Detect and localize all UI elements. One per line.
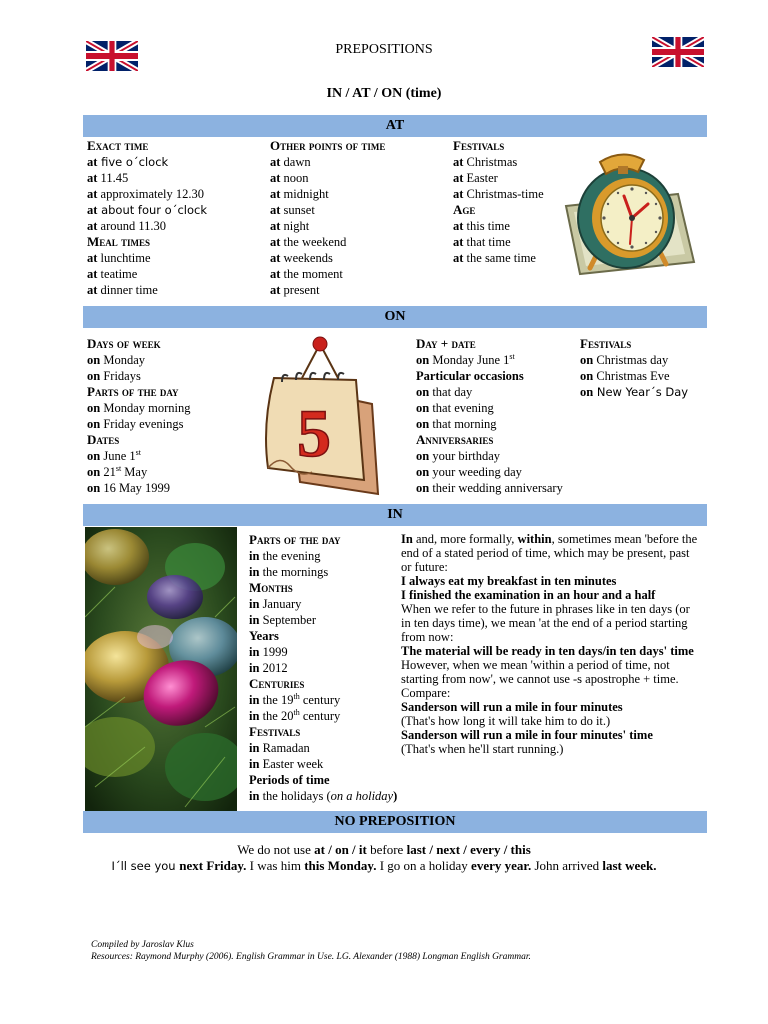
at-column-1	[87, 138, 207, 298]
preposition: at	[453, 219, 464, 233]
paragraph-line: I finished the examination in an hour and a half	[401, 588, 656, 602]
paragraph-line: I always eat my breakfast in ten minutes	[401, 574, 617, 588]
preposition: at	[453, 235, 464, 249]
preposition: in	[249, 693, 260, 707]
on-section-header: ON	[83, 306, 707, 328]
preposition: at	[87, 267, 98, 281]
list-item: in January	[249, 597, 302, 611]
list-item: on Fridays	[87, 369, 141, 383]
category-heading: Anniversaries	[416, 432, 494, 447]
list-item: at lunchtime	[87, 251, 151, 265]
category-heading: Centuries	[249, 676, 305, 691]
preposition: at	[270, 219, 281, 233]
list-item: at noon	[270, 171, 309, 185]
list-item: at the moment	[270, 267, 343, 281]
category-heading: Festivals	[249, 724, 301, 739]
at-section-header: AT	[83, 115, 707, 137]
page-subtitle: IN / AT / ON (time)	[326, 86, 442, 101]
list-item: at night	[270, 219, 310, 233]
preposition: at	[87, 155, 98, 169]
category-heading: Days of week	[87, 336, 161, 351]
category-heading: Years	[249, 629, 279, 643]
list-item: on Monday	[87, 353, 145, 367]
preposition: in	[249, 597, 260, 611]
easter-eggs-photo	[85, 527, 237, 813]
list-item: in the 19th century	[249, 692, 341, 707]
list-item: on that morning	[416, 417, 497, 431]
preposition: in	[249, 709, 260, 723]
list-item: in the holidays (on a holiday)	[249, 789, 398, 803]
on-column-3	[580, 336, 688, 400]
preposition: at	[270, 155, 281, 169]
preposition: on	[87, 481, 101, 495]
paragraph-line: or future:	[401, 560, 448, 574]
preposition: at	[270, 251, 281, 265]
in-column-1	[249, 532, 397, 804]
list-item: in 1999	[249, 645, 288, 659]
list-item: at the weekend	[270, 235, 347, 249]
list-item: at sunset	[270, 203, 315, 217]
list-item: in 2012	[249, 661, 288, 675]
paragraph-line: Sanderson will run a mile in four minutes' time	[401, 728, 653, 742]
preposition: on	[416, 481, 430, 495]
preposition: on	[580, 385, 594, 399]
list-item: on Christmas day	[580, 353, 669, 367]
preposition: in	[249, 565, 260, 579]
list-item: at the same time	[453, 251, 536, 265]
preposition: on	[580, 353, 594, 367]
at-column-2	[270, 138, 385, 298]
list-item: at around 11.30	[87, 219, 167, 233]
preposition: at	[87, 187, 98, 201]
list-item: at about four o´clock	[87, 203, 207, 217]
list-item: on New Year´s Day	[580, 385, 689, 399]
list-item: at Christmas	[453, 155, 518, 169]
preposition: at	[87, 219, 98, 233]
preposition: on	[416, 449, 430, 463]
preposition: at	[270, 171, 281, 185]
paragraph-line: starting from now', we cannot use -s apostrophe + time.	[401, 672, 679, 686]
category-heading: Parts of the day	[249, 532, 341, 547]
preposition: at	[453, 251, 464, 265]
paragraph-line: However, when we mean 'within a period of time, not	[401, 658, 670, 672]
list-item: in Ramadan	[249, 741, 310, 755]
paragraph-line: (That's when he'll start running.)	[401, 742, 564, 756]
preposition: on	[580, 369, 594, 383]
list-item: in Easter week	[249, 757, 324, 771]
list-item: in the evening	[249, 549, 321, 563]
paragraph-line: from now:	[401, 630, 454, 644]
preposition: on	[87, 369, 101, 383]
category-heading: Months	[249, 580, 293, 595]
preposition: on	[87, 401, 101, 415]
list-item: at dawn	[270, 155, 311, 169]
category-heading: Day + date	[416, 336, 476, 351]
list-item: at weekends	[270, 251, 333, 265]
page-title: PREPOSITIONS	[335, 42, 433, 57]
paragraph-line: The material will be ready in ten days/in ten days' time	[401, 644, 694, 658]
preposition: at	[270, 267, 281, 281]
preposition: in	[249, 661, 260, 675]
list-item: at Easter	[453, 171, 498, 185]
preposition: on	[87, 417, 101, 431]
paragraph-line: in ten days time), we mean 'at the end of a period starting	[401, 616, 688, 630]
list-item: at teatime	[87, 267, 138, 281]
list-item: in September	[249, 613, 317, 627]
list-item: on your weeding day	[416, 465, 522, 479]
list-item: at approximately 12.30	[87, 187, 204, 201]
preposition: at	[270, 203, 281, 217]
preposition: at	[453, 171, 464, 185]
preposition: on	[416, 401, 430, 415]
list-item: on your birthday	[416, 449, 501, 463]
footer-compiled: Compiled by Jaroslav Klus	[91, 940, 194, 950]
list-item: at five o´clock	[87, 155, 169, 169]
no-preposition-examples: I´ll see you next Friday. I was him this Monday. I go on a holiday every year. John arrived last week.	[111, 858, 657, 873]
category-heading: Dates	[87, 432, 120, 447]
preposition: on	[87, 353, 101, 367]
list-item: at present	[270, 283, 320, 297]
preposition: at	[270, 283, 281, 297]
preposition: on	[416, 417, 430, 431]
list-item: on June 1st	[87, 448, 141, 463]
list-item: at dinner time	[87, 283, 158, 297]
list-item: on Monday June 1st	[416, 352, 515, 367]
footer-resources: Resources: Raymond Murphy (2006). English Grammar in Use. LG. Alexander (1988) Longman English Grammar.	[91, 952, 531, 962]
preposition: at	[87, 171, 98, 185]
category-heading: Exact time	[87, 138, 149, 153]
list-item: on that day	[416, 385, 473, 399]
preposition: on	[416, 465, 430, 479]
preposition: in	[249, 645, 260, 659]
preposition: at	[87, 203, 98, 217]
preposition: at	[270, 187, 281, 201]
list-item: on Christmas Eve	[580, 369, 670, 383]
category-heading: Particular occasions	[416, 369, 524, 383]
list-item: on that evening	[416, 401, 494, 415]
list-item: at 11.45	[87, 171, 129, 185]
list-item: on Friday evenings	[87, 417, 184, 431]
on-column-1	[87, 336, 190, 496]
preposition: in	[249, 757, 260, 771]
preposition: at	[453, 187, 464, 201]
preposition: at	[87, 283, 98, 297]
in-section-header: IN	[83, 504, 707, 526]
preposition: at	[87, 251, 98, 265]
paragraph-line: Sanderson will run a mile in four minutes	[401, 700, 623, 714]
category-heading: Meal times	[87, 234, 151, 249]
calendar-icon	[260, 334, 384, 498]
category-heading: Periods of time	[249, 773, 330, 787]
category-heading: Parts of the day	[87, 384, 179, 399]
list-item: on 21st May	[87, 464, 148, 479]
preposition: at	[453, 155, 464, 169]
list-item: at this time	[453, 219, 510, 233]
category-heading: Other points of time	[270, 138, 386, 153]
alarm-clock-icon	[560, 144, 698, 280]
list-item: at that time	[453, 235, 511, 249]
category-heading: Age	[453, 202, 476, 217]
category-heading: Festivals	[580, 336, 632, 351]
list-item: on their wedding anniversary	[416, 481, 563, 495]
preposition: in	[249, 789, 260, 803]
list-item: on 16 May 1999	[87, 481, 170, 495]
paragraph-line: Compare:	[401, 686, 451, 700]
preposition: on	[87, 449, 101, 463]
paragraph-line: (That's how long it will take him to do it.)	[401, 714, 611, 728]
preposition: on	[87, 465, 101, 479]
in-explanation	[401, 532, 711, 756]
list-item: at midnight	[270, 187, 329, 201]
preposition: on	[416, 385, 430, 399]
preposition: in	[249, 549, 260, 563]
preposition: at	[270, 235, 281, 249]
list-item: on Monday morning	[87, 401, 191, 415]
no-preposition-rule: We do not use at / on / it before last / next / every / this	[237, 842, 531, 857]
preposition: on	[416, 353, 430, 367]
preposition: in	[249, 741, 260, 755]
on-column-2	[416, 336, 563, 496]
no-preposition-header: NO PREPOSITION	[83, 811, 707, 833]
calendar-number: 5	[297, 395, 331, 471]
paragraph-line: end of a stated period of time, which may be present, past	[401, 546, 690, 560]
list-item: in the mornings	[249, 565, 329, 579]
at-column-3	[453, 138, 544, 266]
category-heading: Festivals	[453, 138, 505, 153]
paragraph-line: In and, more formally, within, sometimes mean 'before the	[401, 532, 698, 546]
preposition: in	[249, 613, 260, 627]
list-item: at Christmas-time	[453, 187, 544, 201]
list-item: in the 20th century	[249, 708, 341, 723]
paragraph-line: When we refer to the future in phrases like in ten days (or	[401, 602, 690, 616]
